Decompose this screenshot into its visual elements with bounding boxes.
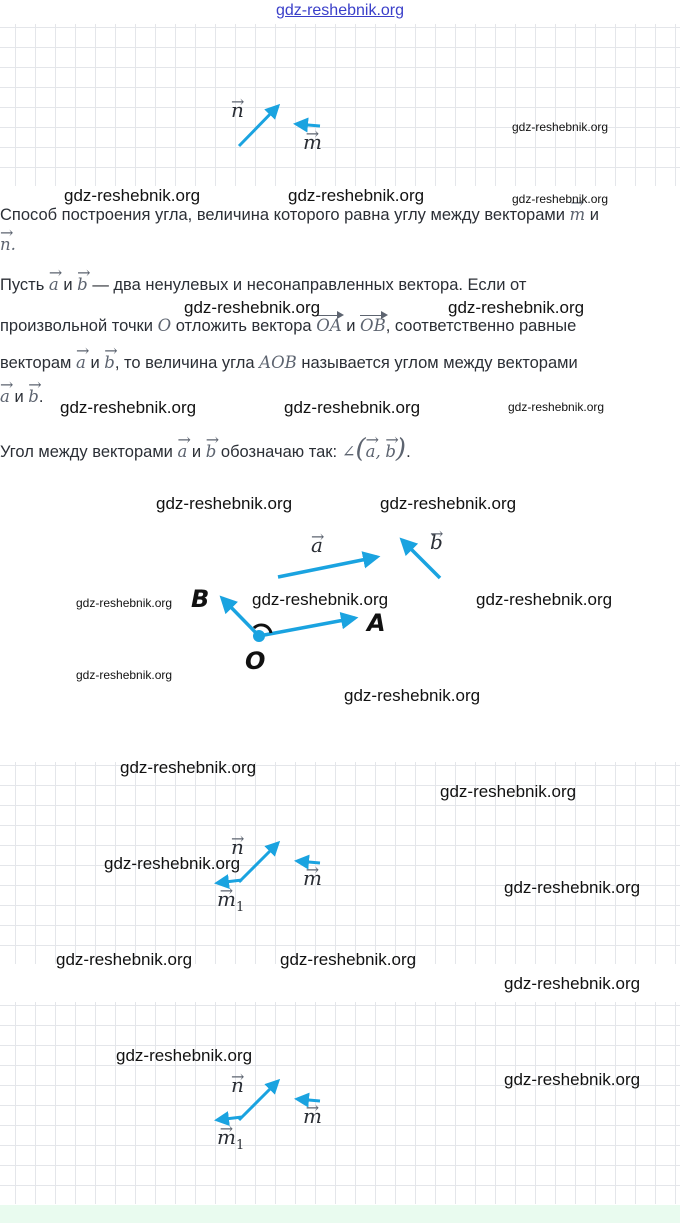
vector-n-arrow [239, 1081, 278, 1120]
watermark: gdz-reshebnik.org [56, 950, 193, 969]
figure-1-label-m: → m [303, 130, 322, 154]
watermark: gdz-reshebnik.org [64, 186, 201, 205]
watermark: gdz-reshebnik.org [504, 974, 641, 993]
bottom-bar [0, 1205, 680, 1223]
watermark: gdz-reshebnik.org [76, 596, 173, 610]
point-A-label: A [367, 609, 386, 637]
paragraph-5: Угол между векторами → a и → b обозначаю так: ∠(→ a, → b). [0, 433, 411, 462]
top-watermark-link[interactable]: gdz-reshebnik.org [275, 2, 405, 19]
watermark: gdz-reshebnik.org [380, 494, 517, 513]
point-B-label: B [191, 585, 210, 613]
paragraph-4: векторам → a и → b, то величина угла AOB называется углом между векторами [0, 347, 578, 373]
figure-4-label-m1: → $m_1$ [217, 1125, 244, 1153]
figure-1-label-n: → n [231, 98, 244, 122]
watermark: gdz-reshebnik.org [104, 854, 241, 873]
watermark: gdz-reshebnik.org [284, 398, 421, 417]
paragraph-4-cont: → a и → b. [0, 381, 43, 407]
paragraph-1-cont: → n. [0, 229, 16, 255]
paragraph-3: произвольной точки O отложить вектора OA и OB, соответственно равные [0, 316, 577, 335]
watermark: gdz-reshebnik.org [120, 758, 257, 777]
figure-4-label-n: → n [231, 1073, 244, 1097]
figure-3-label-m: → m [303, 866, 322, 890]
watermark: gdz-reshebnik.org [288, 186, 425, 205]
watermark: gdz-reshebnik.org [76, 668, 173, 682]
watermark: gdz-reshebnik.org [116, 1046, 253, 1065]
watermark: gdz-reshebnik.org [504, 1070, 641, 1089]
watermark: gdz-reshebnik.org [60, 398, 197, 417]
watermark: gdz-reshebnik.org [448, 298, 585, 317]
watermark: gdz-reshebnik.org [512, 192, 609, 206]
figure-4-label-m: → m [303, 1104, 322, 1128]
figure-3-label-n: → n [231, 835, 244, 859]
watermark: gdz-reshebnik.org [508, 400, 605, 414]
watermark: gdz-reshebnik.org [476, 590, 613, 609]
figure-2-label-a: → a [311, 533, 323, 557]
watermark: gdz-reshebnik.org [504, 878, 641, 897]
watermark: gdz-reshebnik.org [280, 950, 417, 969]
paragraph-2: Пусть → a и → b — два ненулевых и несонаправленных вектора. Если от [0, 269, 526, 295]
watermark: gdz-reshebnik.org [184, 298, 321, 317]
angle-symbol: ∠ [341, 442, 356, 461]
point-O-label: O [245, 647, 266, 675]
figure-3-label-m1: → $m_1$ [217, 887, 244, 915]
watermark: gdz-reshebnik.org [252, 590, 389, 609]
figure-2-label-b: → b [430, 530, 443, 554]
watermark: gdz-reshebnik.org [156, 494, 293, 513]
paragraph-1: Способ построения угла, величина которого равна углу между векторами → m и [0, 199, 599, 225]
watermark: gdz-reshebnik.org [344, 686, 481, 705]
watermark: gdz-reshebnik.org [440, 782, 577, 801]
watermark: gdz-reshebnik.org [512, 120, 609, 134]
